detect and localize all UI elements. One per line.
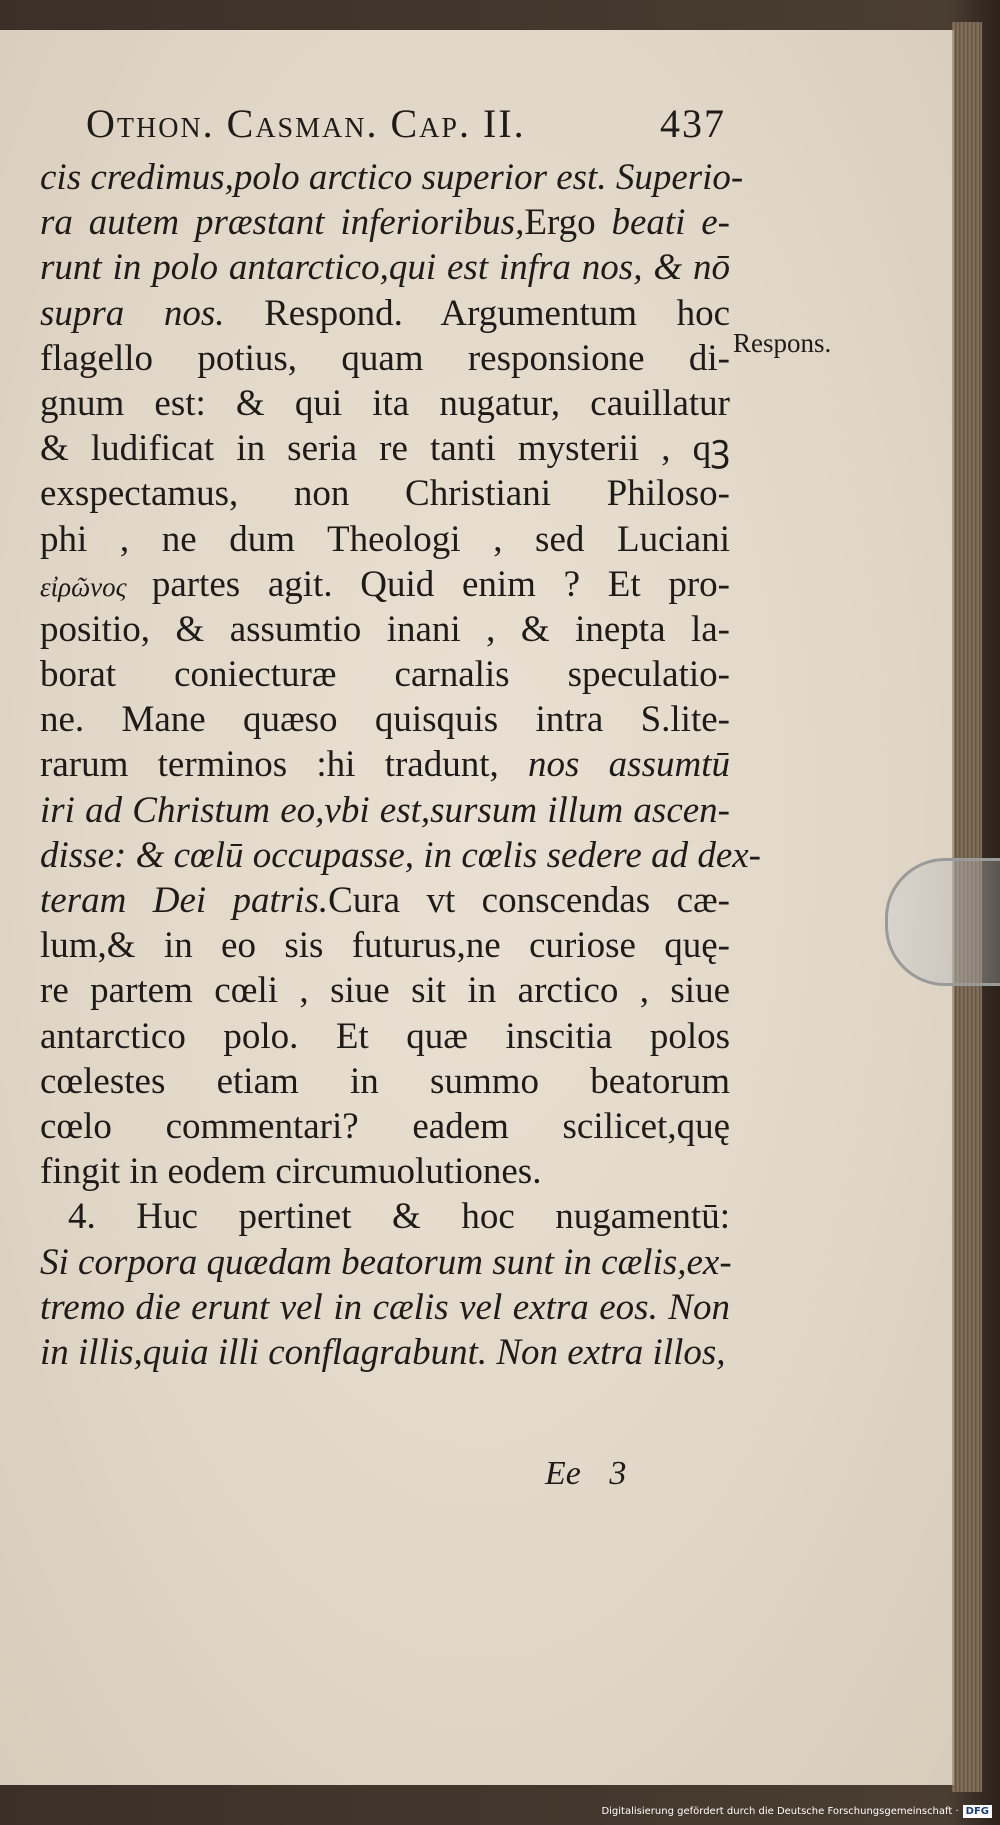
text-segment: positio, & assumtio inani , & inepta la- — [40, 608, 730, 650]
text-segment: iri ad Christum eo,vbi est,sursum illum ascen- — [40, 789, 730, 831]
text-segment: fingit in eodem circumuolutiones. — [40, 1151, 542, 1193]
text-segment: beati e- — [611, 202, 730, 244]
text-segment: re partem cœli , siue sit in arctico , siue — [40, 970, 730, 1012]
text-segment: lum,& in eo sis futurus,ne curiose quę- — [40, 925, 730, 967]
text-segment: nos assumtū — [528, 744, 730, 786]
text-line — [40, 562, 730, 607]
text-segment: teram Dei patris. — [40, 880, 329, 921]
text-segment: Respond. Argumentum hoc — [264, 292, 730, 334]
text-line — [40, 607, 730, 652]
text-segment: tremo die erunt vel in cælis vel extra eos. Non — [40, 1286, 730, 1328]
text-segment: exspectamus, non Christiani Philoso- — [40, 473, 730, 515]
text-line — [40, 788, 730, 833]
text-segment: ra autem præstant inferioribus, — [40, 202, 525, 244]
text-segment: εἰρῶνος — [40, 571, 152, 602]
header-author-first: Othon. — [86, 101, 215, 146]
footer-credit: Digitalisierung gefördert durch die Deutsche Forschungsgemeinschaft · — [601, 1805, 959, 1817]
text-line — [40, 245, 730, 290]
text-segment: ne. Mane quæso quisquis intra S.lite- — [40, 699, 730, 741]
text-segment: Cura vt conscendas cæ- — [328, 880, 730, 921]
text-line — [40, 291, 730, 336]
text-line — [40, 1059, 730, 1104]
text-line — [40, 155, 744, 200]
page-number: 437 — [660, 101, 726, 146]
text-line — [40, 923, 730, 968]
text-line — [40, 336, 730, 381]
text-segment: borat coniecturæ carnalis speculatio- — [40, 654, 730, 696]
text-segment: phi , ne dum Theologi , sed Luciani — [40, 518, 730, 560]
text-line — [40, 878, 730, 923]
running-header — [86, 100, 726, 150]
text-segment: Ergo — [524, 202, 612, 244]
text-segment: gnum est: & qui ita nugatur, cauillatur — [40, 382, 730, 424]
text-segment: cis credimus,polo arctico superior est. Superio- — [40, 157, 744, 198]
text-line — [40, 968, 730, 1013]
text-segment: 4. Huc pertinet & hoc nugamentū: — [68, 1196, 730, 1238]
text-line — [40, 742, 730, 787]
page-clip — [885, 858, 1000, 986]
text-line — [40, 1240, 730, 1285]
digitization-footer — [601, 1801, 992, 1821]
text-line — [40, 833, 761, 878]
text-line — [40, 517, 730, 562]
dfg-logo: DFG — [963, 1805, 992, 1818]
text-segment: cœlestes etiam in summo beatorum — [40, 1060, 730, 1102]
text-segment: antarctico polo. Et quæ inscitia polos — [40, 1015, 730, 1057]
text-segment: cœlo commentari? eadem scilicet,quę — [40, 1105, 730, 1147]
text-line — [40, 1104, 730, 1149]
margin-note: Respons. — [733, 328, 832, 358]
text-segment: & ludificat in seria re tanti mysterii , qꝫ — [40, 428, 730, 470]
text-line — [40, 381, 730, 426]
text-segment: flagello potius, quam responsione di- — [40, 337, 730, 379]
text-line — [40, 1330, 730, 1375]
text-segment: supra nos. — [40, 292, 265, 334]
text-line — [40, 426, 730, 471]
catchword: Ee 3 — [545, 1455, 627, 1492]
text-line — [40, 1285, 730, 1330]
text-segment: in illis,quia illi conflagrabunt. Non extra illos, — [40, 1331, 726, 1373]
text-line — [40, 1149, 730, 1194]
text-line — [40, 1014, 730, 1059]
text-segment: disse: & cœlū occupasse, in cœlis sedere ad dex- — [40, 834, 761, 876]
text-segment: Si corpora quædam beatorum sunt in cælis,ex- — [40, 1241, 732, 1283]
text-line — [40, 697, 730, 742]
text-line — [40, 652, 730, 697]
header-chapter: Cap. II. — [390, 101, 526, 146]
text-segment: runt in polo antarctico,qui est infra nos, & nō — [40, 247, 730, 289]
body-text — [40, 155, 761, 1375]
text-line — [40, 471, 730, 516]
header-author-last: Casman. — [226, 101, 379, 146]
text-segment: rarum terminos :hi tradunt, — [40, 744, 529, 786]
text-segment: partes agit. Quid enim ? Et pro- — [151, 563, 730, 605]
text-line — [40, 200, 730, 245]
text-line — [40, 1194, 730, 1239]
